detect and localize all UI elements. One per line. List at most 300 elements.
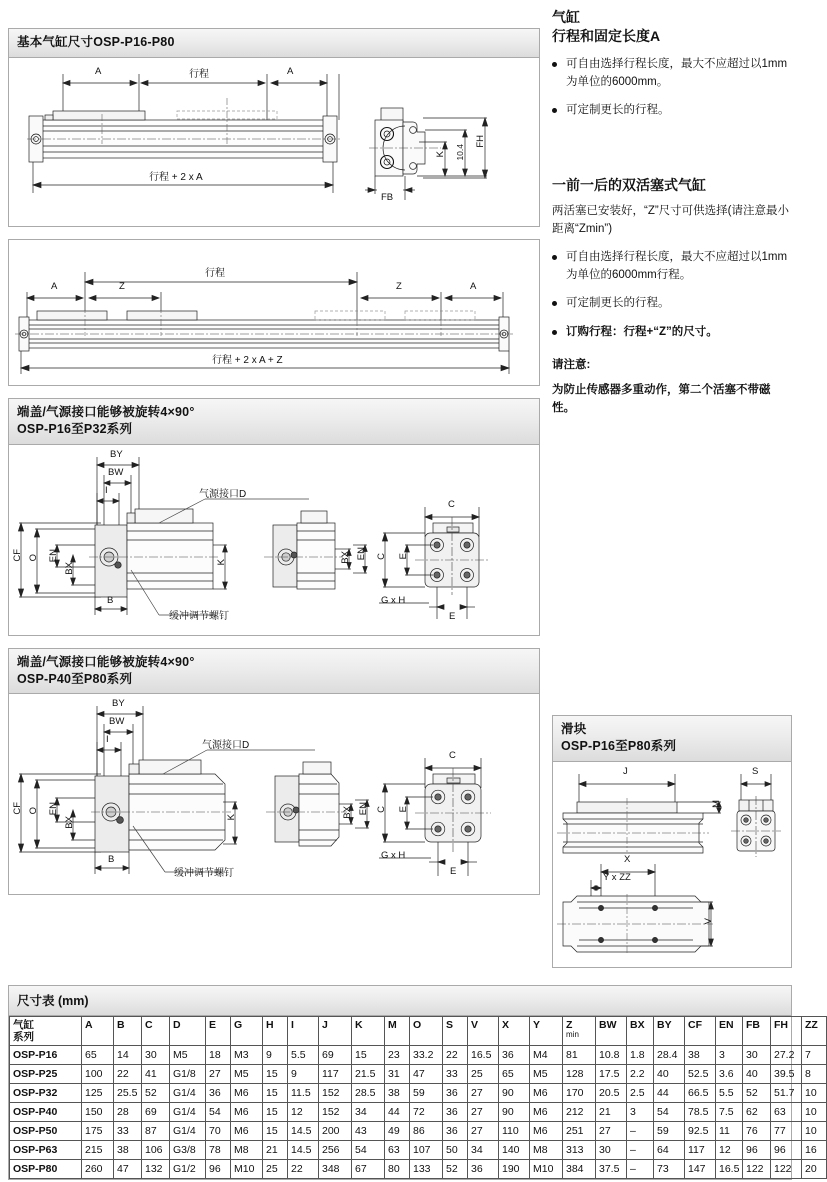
cell-e: 96	[206, 1160, 231, 1179]
dim-label-c-side: C	[376, 806, 387, 814]
cell-c: 41	[142, 1065, 170, 1084]
cell-fb: 30	[743, 1046, 771, 1065]
dim-label-v: V	[703, 917, 714, 925]
cell-i: 14.5	[288, 1122, 319, 1141]
cell-j: 69	[319, 1046, 352, 1065]
cell-zz: 10	[802, 1122, 827, 1141]
dim-label-a-right-2: A	[470, 280, 477, 292]
panel-dual-piston-drawing	[8, 239, 540, 386]
cell-bx: 2.5	[627, 1084, 654, 1103]
right-block2-bullets	[552, 249, 792, 342]
cell-fh: 63	[771, 1103, 802, 1122]
drawing-slider-svg	[553, 762, 791, 967]
cell-cf: 117	[685, 1141, 716, 1160]
cell-o: 72	[410, 1103, 443, 1122]
dim-label-total-2: 行程 + 2 x A + Z	[212, 354, 283, 366]
cell-d: G1/8	[170, 1065, 206, 1084]
cell-bw: 20.5	[596, 1084, 627, 1103]
dim-label-c-top: C	[449, 750, 456, 762]
right-block1-bullets	[552, 56, 792, 120]
dim-label-x: X	[624, 853, 631, 865]
column-header-a: A	[82, 1017, 114, 1046]
cell-e: 78	[206, 1141, 231, 1160]
cell-s: 52	[443, 1160, 468, 1179]
cell-a: 260	[82, 1160, 114, 1179]
cell-v: 34	[468, 1141, 499, 1160]
column-header-s: S	[443, 1017, 468, 1046]
label-cushion-screw: 缓冲调节螺钉	[169, 610, 229, 622]
cell-by: 64	[654, 1141, 685, 1160]
cell-j: 152	[319, 1084, 352, 1103]
cell-b: 33	[114, 1122, 142, 1141]
column-header-x: X	[499, 1017, 530, 1046]
panel-endcap-p16-p32-title	[9, 399, 539, 445]
cell-bw: 21	[596, 1103, 627, 1122]
cell-b: 22	[114, 1065, 142, 1084]
cell-o: 107	[410, 1141, 443, 1160]
cell-k: 21.5	[352, 1065, 385, 1084]
dim-label-bx-2: BX	[342, 806, 353, 820]
drawing-endcap-p16-p32-svg	[9, 445, 539, 635]
cell-by: 28.4	[654, 1046, 685, 1065]
dim-label-en-2: EN	[358, 802, 369, 816]
cell-m: 38	[385, 1084, 410, 1103]
panel-title-line2: OSP-P16至P32系列	[17, 421, 133, 436]
cell-by: 44	[654, 1084, 685, 1103]
cell-cf: 52.5	[685, 1065, 716, 1084]
cell-h: 25	[263, 1160, 288, 1179]
dim-label-m: M	[711, 799, 722, 808]
cell-h: 15	[263, 1084, 288, 1103]
cell-o: 33.2	[410, 1046, 443, 1065]
cell-x: 110	[499, 1122, 530, 1141]
cell-bx: 1.8	[627, 1046, 654, 1065]
list-item-text: 可自由选择行程长度，最大不应超过以1mm为单位的6000mm行程。	[566, 250, 788, 281]
cell-k: 15	[352, 1046, 385, 1065]
cell-i: 11.5	[288, 1084, 319, 1103]
dim-label-e: E	[398, 806, 409, 813]
cell-a: 65	[82, 1046, 114, 1065]
label-air-port-d: 气源接口D	[202, 740, 250, 752]
dim-label-en-2: EN	[356, 546, 367, 560]
cell-by: 73	[654, 1160, 685, 1179]
cell-d: G1/4	[170, 1084, 206, 1103]
panel-endcap-p40-p80	[8, 648, 540, 896]
column-header-m: M	[385, 1017, 410, 1046]
left-column	[8, 0, 540, 905]
column-header-c: C	[142, 1017, 170, 1046]
cell-a: 125	[82, 1084, 114, 1103]
column-header-k: K	[352, 1017, 385, 1046]
cell-b: 38	[114, 1141, 142, 1160]
cell-o: 86	[410, 1122, 443, 1141]
table-row	[10, 1122, 827, 1141]
cell-fh: 77	[771, 1122, 802, 1141]
cell-en: 3.6	[716, 1065, 743, 1084]
cell-x: 36	[499, 1046, 530, 1065]
cell-y: M6	[530, 1122, 563, 1141]
column-header-series	[10, 1017, 82, 1046]
dim-label-i: I	[105, 484, 108, 496]
cell-bw: 37.5	[596, 1160, 627, 1179]
cell-o: 47	[410, 1065, 443, 1084]
right-block2-title: 一前一后的双活塞式气缸	[552, 177, 706, 194]
table-row	[10, 1065, 827, 1084]
column-header-e: E	[206, 1017, 231, 1046]
cell-k: 67	[352, 1160, 385, 1179]
cell-h: 15	[263, 1122, 288, 1141]
cell-o: 59	[410, 1084, 443, 1103]
cell-bx: 2.2	[627, 1065, 654, 1084]
cell-d: G1/4	[170, 1103, 206, 1122]
dim-label-10-4: 10.4	[455, 143, 465, 161]
cell-cf: 147	[685, 1160, 716, 1179]
cell-g: M8	[231, 1141, 263, 1160]
right-block1-title-line1: 气缸	[552, 9, 580, 25]
dim-label-b: B	[107, 594, 114, 606]
cell-cf: 78.5	[685, 1103, 716, 1122]
cell-v: 27	[468, 1122, 499, 1141]
cell-z: 212	[563, 1103, 596, 1122]
drawing-basic-cylinder	[9, 58, 539, 226]
cell-s: 50	[443, 1141, 468, 1160]
cell-b: 25.5	[114, 1084, 142, 1103]
cell-zz: 8	[802, 1065, 827, 1084]
cell-y: M6	[530, 1084, 563, 1103]
cell-m: 23	[385, 1046, 410, 1065]
panel-endcap-p40-p80-title	[9, 649, 539, 695]
cell-bx: –	[627, 1160, 654, 1179]
cell-z: 251	[563, 1122, 596, 1141]
dim-label-en: EN	[48, 802, 59, 816]
cell-j: 256	[319, 1141, 352, 1160]
dim-label-y-x-zz: Y x ZZ	[603, 871, 631, 883]
cell-c: 106	[142, 1141, 170, 1160]
cell-c: 87	[142, 1122, 170, 1141]
panel-title-line1: 滑块	[561, 722, 587, 736]
cell-y: M8	[530, 1141, 563, 1160]
dim-label-bw: BW	[109, 716, 125, 728]
bullet-dot-icon	[552, 301, 557, 306]
cell-e: 70	[206, 1122, 231, 1141]
panel-endcap-p16-p32	[8, 398, 540, 636]
cell-x: 90	[499, 1103, 530, 1122]
cell-cf: 66.5	[685, 1084, 716, 1103]
dim-label-bw: BW	[108, 466, 124, 478]
dim-label-bx: BX	[64, 816, 75, 830]
cell-c: 52	[142, 1084, 170, 1103]
bullet-dot-icon	[552, 108, 557, 113]
cell-i: 9	[288, 1065, 319, 1084]
right-block2-note: 为防止传感器多重动作，第二个活塞不带磁性。	[552, 383, 771, 414]
cell-s: 33	[443, 1065, 468, 1084]
cell-a: 150	[82, 1103, 114, 1122]
list-item	[552, 249, 792, 285]
cell-z: 384	[563, 1160, 596, 1179]
dim-label-total: 行程 + 2 x A	[149, 171, 203, 183]
cell-s: 36	[443, 1084, 468, 1103]
bullet-dot-icon	[552, 255, 557, 260]
column-header-i: I	[288, 1017, 319, 1046]
cell-by: 59	[654, 1122, 685, 1141]
dim-label-bx-2: BX	[340, 550, 351, 564]
cell-cf: 92.5	[685, 1122, 716, 1141]
cell-d: G3/8	[170, 1141, 206, 1160]
cell-bw: 10.8	[596, 1046, 627, 1065]
cell-bw: 30	[596, 1141, 627, 1160]
panel-slider-title	[553, 716, 791, 762]
panel-title-line2: OSP-P16至P80系列	[561, 738, 677, 753]
dim-label-cf: CF	[12, 802, 23, 816]
list-item-text: 订购行程：行程+“Z”的尺寸。	[566, 326, 718, 339]
cell-fh: 51.7	[771, 1084, 802, 1103]
label-cushion-screw: 缓冲调节螺钉	[174, 868, 234, 880]
cell-g: M6	[231, 1084, 263, 1103]
panel-slider	[552, 715, 792, 968]
table-row	[10, 1084, 827, 1103]
drawing-basic-cylinder-svg	[9, 58, 539, 226]
text-block-cylinder-stroke	[552, 8, 792, 120]
column-header-en: EN	[716, 1017, 743, 1046]
drawing-slider	[553, 762, 791, 967]
cell-fh: 39.5	[771, 1065, 802, 1084]
label-air-port-d: 气源接口D	[199, 488, 247, 500]
cell-by: 40	[654, 1065, 685, 1084]
cell-x: 140	[499, 1141, 530, 1160]
cell-b: 28	[114, 1103, 142, 1122]
cell-g: M5	[231, 1065, 263, 1084]
cell-i: 12	[288, 1103, 319, 1122]
list-item	[552, 324, 792, 342]
dim-label-e: E	[398, 552, 409, 559]
dim-label-e-bottom: E	[449, 610, 456, 622]
table-header-row	[10, 1017, 827, 1046]
cell-k: 43	[352, 1122, 385, 1141]
cell-v: 36	[468, 1160, 499, 1179]
panel-title-line1: 端盖/气源接口能够被旋转4×90°	[17, 654, 195, 669]
cell-j: 152	[319, 1103, 352, 1122]
cell-k: 54	[352, 1141, 385, 1160]
cell-fb: 122	[743, 1160, 771, 1179]
cell-j: 200	[319, 1122, 352, 1141]
cell-m: 80	[385, 1160, 410, 1179]
dim-label-fb: FB	[381, 191, 394, 203]
cell-z: 128	[563, 1065, 596, 1084]
cell-c: 30	[142, 1046, 170, 1065]
cell-e: 18	[206, 1046, 231, 1065]
dim-label-e-bottom: E	[450, 866, 457, 878]
table-row	[10, 1046, 827, 1065]
dim-label-z-left: Z	[119, 280, 125, 292]
drawing-endcap-p16-p32	[9, 445, 539, 635]
dim-label-j: J	[623, 765, 628, 777]
cell-x: 190	[499, 1160, 530, 1179]
right-block2-note-heading: 请注意:	[552, 358, 591, 371]
column-header-bw: BW	[596, 1017, 627, 1046]
dim-label-i: I	[106, 734, 109, 746]
dim-label-c-top: C	[448, 498, 455, 510]
column-header-z: Z	[566, 1019, 573, 1031]
column-header-z-min	[563, 1017, 596, 1046]
cell-fb: 76	[743, 1122, 771, 1141]
cell-i: 22	[288, 1160, 319, 1179]
cell-z: 170	[563, 1084, 596, 1103]
dim-label-stroke-2: 行程	[205, 267, 225, 279]
cell-fb: 96	[743, 1141, 771, 1160]
cell-a: 175	[82, 1122, 114, 1141]
cell-zz: 10	[802, 1103, 827, 1122]
dim-label-fh: FH	[475, 134, 486, 148]
cell-bx: 3	[627, 1103, 654, 1122]
table-row	[10, 1141, 827, 1160]
dimension-table-head	[10, 1017, 827, 1046]
cell-i: 5.5	[288, 1046, 319, 1065]
cell-c: 132	[142, 1160, 170, 1179]
cell-e: 36	[206, 1084, 231, 1103]
column-header-z-sub: min	[566, 1030, 579, 1039]
cell-e: 27	[206, 1065, 231, 1084]
right-block2-intro: 两活塞已安装好，“Z”尺寸可供选择(请注意最小距离“Zmin”)	[552, 205, 790, 235]
cell-k: 34	[352, 1103, 385, 1122]
cell-s: 22	[443, 1046, 468, 1065]
dim-label-a-left: A	[95, 65, 102, 77]
list-item	[552, 56, 792, 92]
cell-b: 14	[114, 1046, 142, 1065]
cell-b: 47	[114, 1160, 142, 1179]
cell-y: M6	[530, 1103, 563, 1122]
cell-h: 21	[263, 1141, 288, 1160]
column-header-y: Y	[530, 1017, 563, 1046]
column-header-h: H	[263, 1017, 288, 1046]
cell-g: M3	[231, 1046, 263, 1065]
right-block1-title	[552, 8, 792, 46]
cell-en: 11	[716, 1122, 743, 1141]
cell-x: 90	[499, 1084, 530, 1103]
cell-cf: 38	[685, 1046, 716, 1065]
list-item-text: 可自由选择行程长度，最大不应超过以1mm为单位的6000mm。	[566, 57, 788, 88]
dim-label-a-right: A	[287, 65, 294, 77]
cell-en: 12	[716, 1141, 743, 1160]
dim-label-o: O	[28, 553, 39, 562]
right-column	[552, 0, 792, 925]
bullet-dot-icon	[552, 62, 557, 67]
panel-basic-dimensions-title	[9, 29, 539, 58]
cell-series: OSP-P63	[10, 1141, 82, 1160]
dimension-table-title: 尺寸表 (mm)	[9, 986, 791, 1016]
cell-zz: 7	[802, 1046, 827, 1065]
cell-bx: –	[627, 1141, 654, 1160]
dim-label-gxh: G x H	[381, 594, 406, 606]
panel-title-line1: 基本气缸尺寸OSP-P16-P80	[17, 35, 175, 49]
dim-label-a-left-2: A	[51, 280, 58, 292]
column-header-by: BY	[654, 1017, 685, 1046]
cell-fh: 122	[771, 1160, 802, 1179]
cell-g: M10	[231, 1160, 263, 1179]
cell-by: 54	[654, 1103, 685, 1122]
list-item-text: 可定制更长的行程。	[566, 297, 670, 310]
right-block1-title-line2: 行程和固定长度A	[552, 27, 661, 44]
dim-label-o: O	[28, 807, 39, 815]
table-row	[10, 1160, 827, 1179]
cell-h: 15	[263, 1103, 288, 1122]
column-header-g: G	[231, 1017, 263, 1046]
cell-a: 100	[82, 1065, 114, 1084]
cell-en: 16.5	[716, 1160, 743, 1179]
drawing-endcap-p40-p80	[9, 694, 539, 894]
list-item	[552, 295, 792, 313]
cell-v: 16.5	[468, 1046, 499, 1065]
cell-s: 36	[443, 1122, 468, 1141]
dim-label-b: B	[108, 854, 115, 866]
cell-v: 27	[468, 1084, 499, 1103]
cell-k: 28.5	[352, 1084, 385, 1103]
dimension-table-body	[10, 1046, 827, 1179]
dim-label-by: BY	[110, 448, 123, 460]
cell-series: OSP-P80	[10, 1160, 82, 1179]
cell-z: 313	[563, 1141, 596, 1160]
cell-c: 69	[142, 1103, 170, 1122]
panel-title-line2: OSP-P40至P80系列	[17, 671, 133, 686]
cell-en: 7.5	[716, 1103, 743, 1122]
cell-fh: 96	[771, 1141, 802, 1160]
cell-a: 215	[82, 1141, 114, 1160]
column-header-b: B	[114, 1017, 142, 1046]
cell-bx: –	[627, 1122, 654, 1141]
column-header-cf: CF	[685, 1017, 716, 1046]
cell-fb: 52	[743, 1084, 771, 1103]
cell-s: 36	[443, 1103, 468, 1122]
cell-m: 63	[385, 1141, 410, 1160]
drawing-endcap-p40-p80-svg	[9, 694, 539, 894]
cell-m: 44	[385, 1103, 410, 1122]
cell-m: 49	[385, 1122, 410, 1141]
cell-j: 348	[319, 1160, 352, 1179]
cell-g: M6	[231, 1103, 263, 1122]
dim-label-gxh: G x H	[381, 850, 406, 862]
cell-series: OSP-P16	[10, 1046, 82, 1065]
column-header-o: O	[410, 1017, 443, 1046]
cell-g: M6	[231, 1122, 263, 1141]
cell-v: 27	[468, 1103, 499, 1122]
column-header-v: V	[468, 1017, 499, 1046]
cell-h: 15	[263, 1065, 288, 1084]
cell-d: G1/4	[170, 1122, 206, 1141]
dim-label-k: K	[216, 558, 227, 565]
dim-label-bx: BX	[64, 561, 75, 575]
cell-zz: 10	[802, 1084, 827, 1103]
column-header-zz: ZZ	[802, 1017, 827, 1046]
cell-zz: 20	[802, 1160, 827, 1179]
column-header-fb: FB	[743, 1017, 771, 1046]
dim-label-z-right: Z	[396, 280, 402, 292]
cell-y: M10	[530, 1160, 563, 1179]
dimension-table	[9, 1016, 827, 1179]
dim-label-k: K	[226, 814, 237, 821]
column-header-d: D	[170, 1017, 206, 1046]
cell-z: 81	[563, 1046, 596, 1065]
cell-fb: 62	[743, 1103, 771, 1122]
panel-title-line1: 端盖/气源接口能够被旋转4×90°	[17, 404, 195, 419]
cell-series: OSP-P40	[10, 1103, 82, 1122]
cell-m: 31	[385, 1065, 410, 1084]
cell-series: OSP-P25	[10, 1065, 82, 1084]
cell-fh: 27.2	[771, 1046, 802, 1065]
dim-label-k: K	[435, 150, 446, 158]
cell-j: 117	[319, 1065, 352, 1084]
dim-label-stroke: 行程	[189, 68, 209, 80]
drawing-dual-piston	[9, 240, 539, 385]
cell-e: 54	[206, 1103, 231, 1122]
